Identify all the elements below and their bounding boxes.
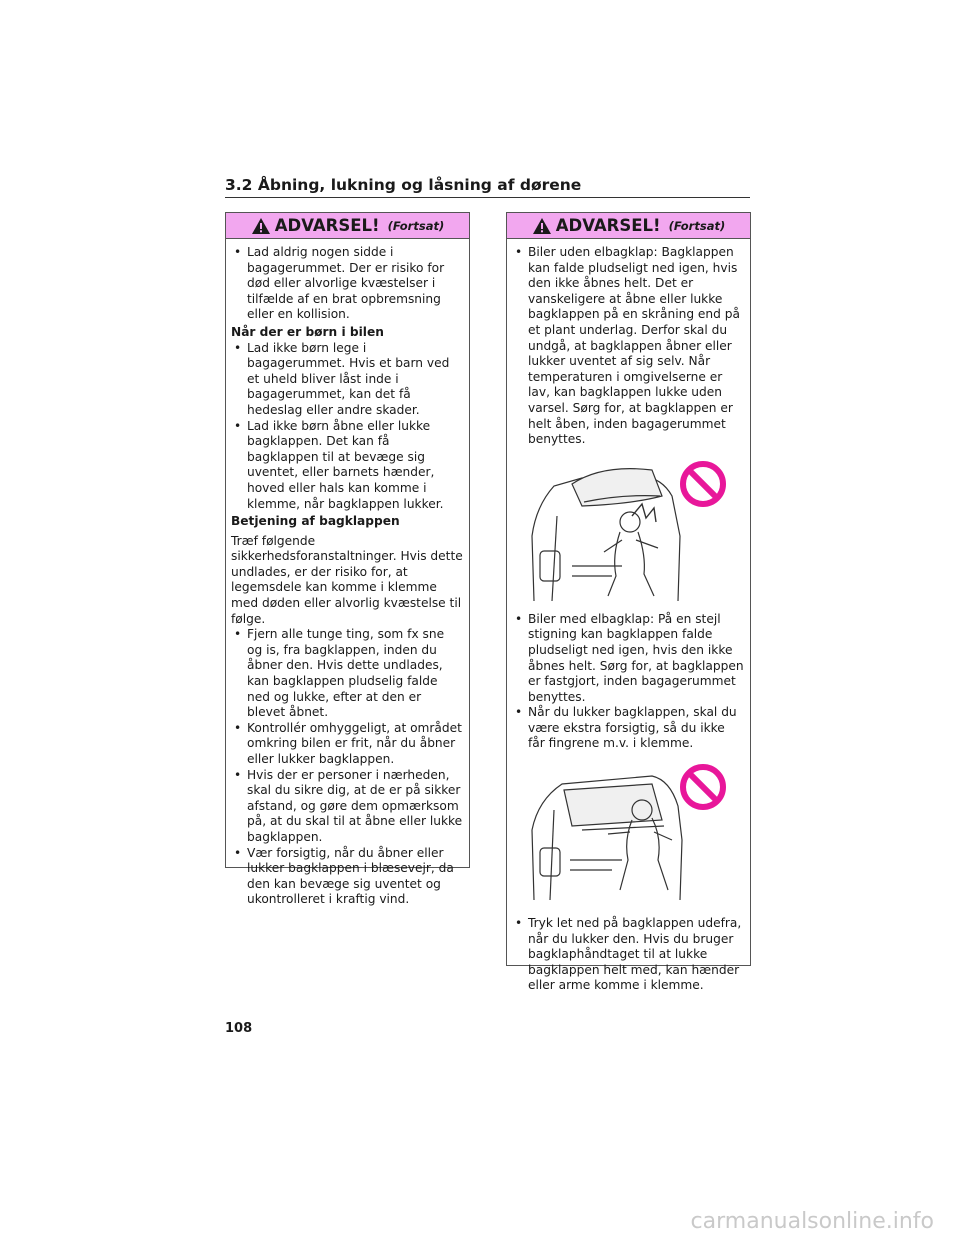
warning-header bbox=[507, 213, 750, 239]
list-item: • Lad ikke børn åbne eller lukke bagklappen. Det kan få bagklappen til at bevæge sig uventet, eller barnets hænder, hoved eller hals kan komme i klemme, når bagklappen lukker. bbox=[231, 419, 463, 513]
page-number: 108 bbox=[225, 1021, 253, 1036]
list-item: • Lad ikke børn lege i bagagerummet. Hvis et barn ved et uheld bliver låst inde i bagagerummet, kan det få hedeslag eller andre skader. bbox=[231, 341, 463, 419]
prohibition-sign-icon bbox=[678, 762, 728, 812]
warning-box-left bbox=[225, 212, 470, 907]
list-item: • Vær forsigtig, når du åbner eller lukker bagklappen i blæsevejr, da den kan bevæge sig uventet og ukontrolleret i kraftig vind. bbox=[231, 846, 463, 908]
prohibition-sign-icon bbox=[678, 459, 728, 509]
list-item: • Lad aldrig nogen sidde i bagagerummet. Der er risiko for død eller alvorlige kvæstelser i tilfælde af en brat opbremsning eller en kollision. bbox=[231, 245, 463, 323]
illustration-fingers-caught bbox=[512, 760, 744, 910]
subheading: Betjening af bagklappen bbox=[231, 514, 400, 529]
section-title: 3.2 Åbning, lukning og låsning af dørene bbox=[225, 176, 582, 194]
list-item: • Biler med elbagklap: På en stejl stigning kan bagklappen falde pludseligt ned igen, hvis den ikke åbnes helt. Sørg for, at bagklappen er fastgjort, inden bagagerummet benyttes. bbox=[512, 612, 744, 706]
warning-title: ADVARSEL! bbox=[274, 216, 380, 235]
section-rule bbox=[225, 197, 750, 198]
warning-body bbox=[226, 239, 469, 908]
watermark: carmanualsonline.info bbox=[690, 1209, 934, 1234]
list-item: • Hvis der er personer i nærheden, skal du sikre dig, at de er på sikker afstand, og gøre dem opmærksom på, at du skal til at åbne eller lukke bagklappen. bbox=[231, 768, 463, 846]
warning-subtitle: (Fortsat) bbox=[668, 218, 726, 233]
warning-triangle-icon bbox=[532, 217, 552, 235]
paragraph: Træf følgende sikkerhedsforanstaltninger. Hvis dette undlades, er der risiko for, at legemsdele kan komme i klemme med døden eller alvorlig kvæstelse til følge. bbox=[231, 533, 463, 626]
list-item: • Fjern alle tunge ting, som fx sne og is, fra bagklappen, inden du åbner den. Hvis dette undlades, kan bagklappen pludselig falde ned og lukke, efter at den er blevet åbnet. bbox=[231, 627, 463, 721]
warning-triangle-icon bbox=[251, 217, 271, 235]
warning-title: ADVARSEL! bbox=[555, 216, 661, 235]
warning-body bbox=[507, 239, 750, 994]
list-item: • Biler uden elbagklap: Bagklappen kan falde pludseligt ned igen, hvis den ikke åbnes helt. Det er vanskeligere at åbne eller lukke bagklappen på en skråning end på et plant underlag. Derfor skal du undgå, at bagklappen åbner eller lukker uventet af sig selv. Når temperaturen i omgivelserne er lav, kan bagklappen lukke uden varsel. Sørg for, at bagklappen er helt åben, inden bagagerummet benyttes. bbox=[512, 245, 744, 448]
list-item: • Tryk let ned på bagklappen udefra, når du lukker den. Hvis du bruger bagklaphåndtaget til at lukke bagklappen helt med, kan hænder eller arme komme i klemme. bbox=[512, 916, 744, 994]
illustration-tailgate-falling bbox=[512, 456, 744, 606]
list-item: • Når du lukker bagklappen, skal du være ekstra forsigtig, så du ikke får fingrene m.v. i klemme. bbox=[512, 705, 744, 752]
warning-header bbox=[226, 213, 469, 239]
list-item: • Kontrollér omhyggeligt, at området omkring bilen er frit, når du åbner eller lukker bagklappen. bbox=[231, 721, 463, 768]
warning-subtitle: (Fortsat) bbox=[387, 218, 445, 233]
subheading: Når der er børn i bilen bbox=[231, 324, 384, 339]
warning-box-right bbox=[506, 212, 751, 993]
